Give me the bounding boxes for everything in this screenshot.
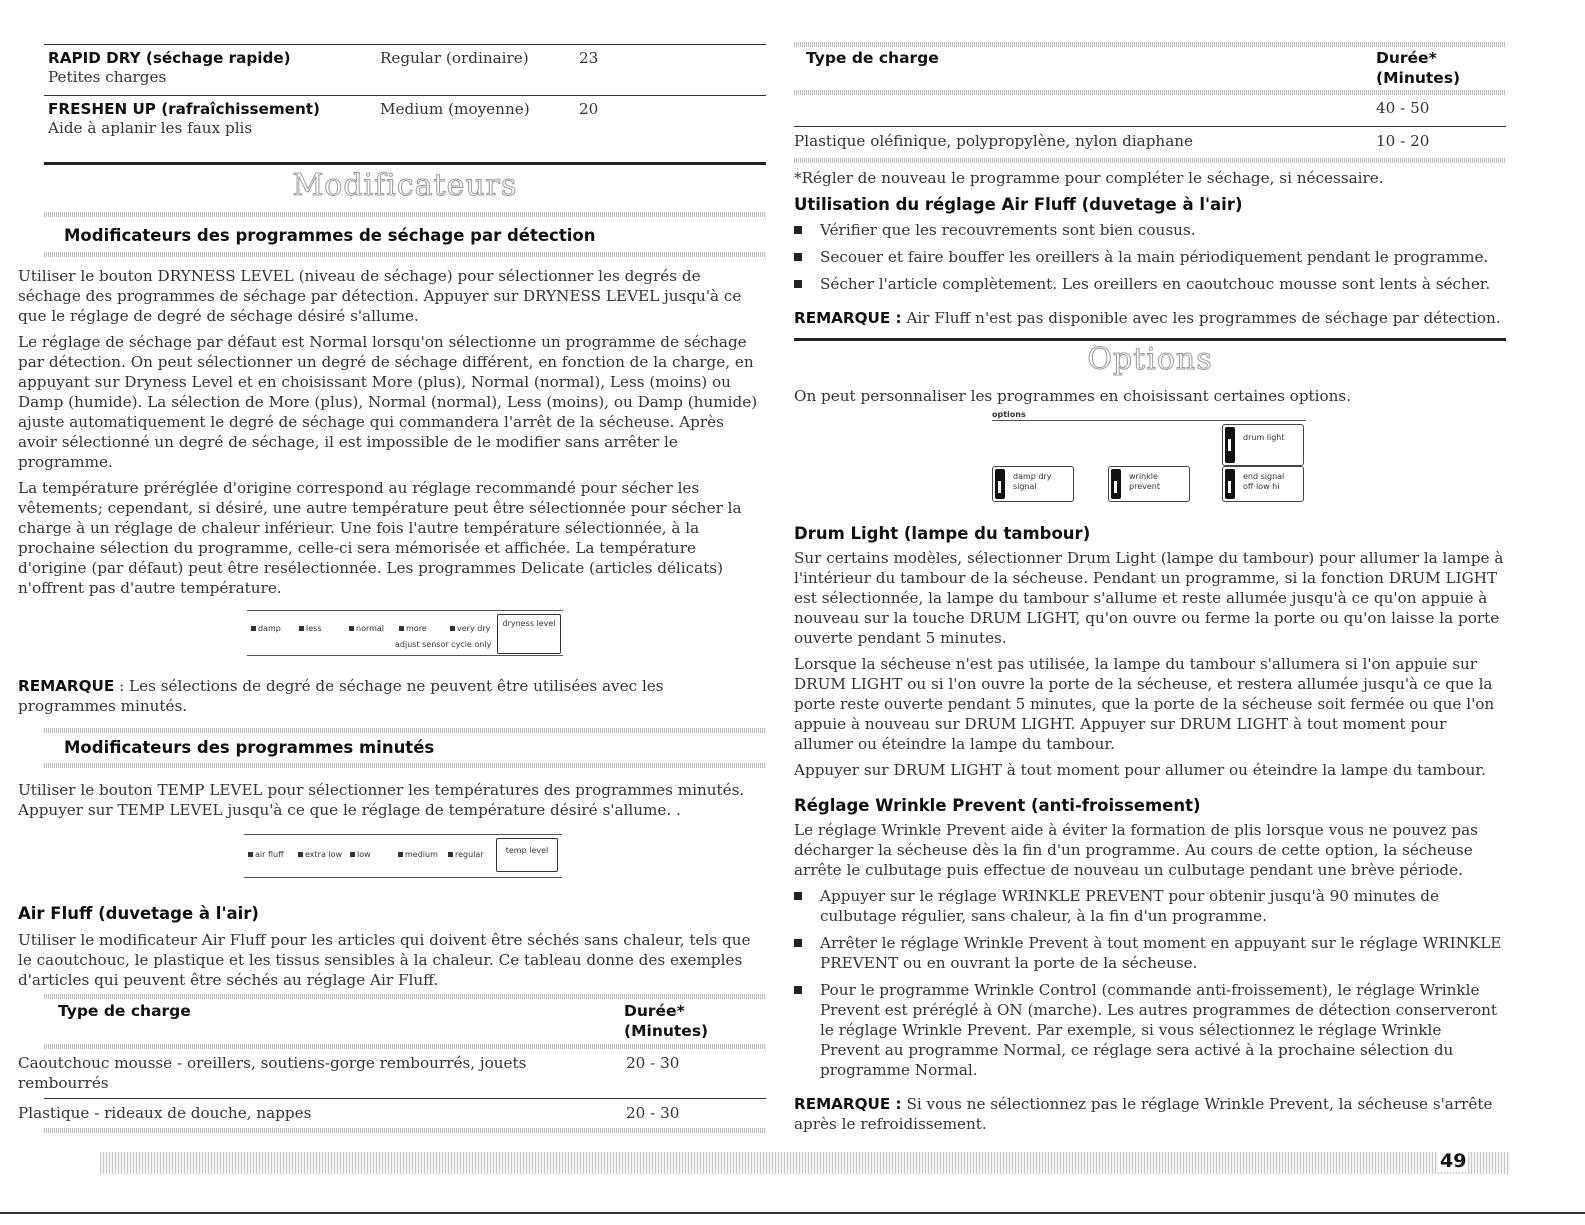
list-item: Pour le programme Wrinkle Control (commande anti-froissement), le réglage Wrinkle Prevent est préréglé à ON (marche). Les autres programmes de détection conserveront le réglage Wrinkle Prevent. Par exemple, si vous sélectionnez le réglage Wrinkle Prevent au programme Normal, ce réglage sera activé à la prochaine sélection du programme Normal. (790, 980, 1506, 1080)
dryness-level-panel (247, 610, 563, 656)
dryness-level-button[interactable]: dryness level (497, 614, 561, 654)
table-row (794, 94, 1506, 126)
damp-dry-signal-button[interactable] (992, 466, 1074, 502)
table-row (44, 44, 766, 95)
dryness-option: normal (356, 624, 385, 633)
column-header: Type de charge (58, 1002, 191, 1020)
list-item: Arrêter le réglage Wrinkle Prevent à tout moment en appuyant sur le réglage WRINKLE PREVENT ou en ouvrant la porte de la sécheuse. (790, 933, 1506, 973)
heading-air-fluff: Air Fluff (duvetage à l'air) (18, 904, 259, 923)
load-type: Caoutchouc mousse - oreillers, soutiens-gorge rembourrés, jouets rembourrés (18, 1054, 527, 1092)
dryness-option: very dry (457, 624, 491, 633)
indicator-light (1111, 469, 1121, 499)
load-time: 20 - 30 (626, 1104, 680, 1122)
indicator-light (1225, 427, 1235, 463)
heading-timed-modifiers: Modificateurs des programmes minutés (64, 738, 435, 757)
end-signal-button[interactable] (1222, 466, 1304, 502)
dotted-divider (44, 763, 766, 768)
bottom-rule (0, 1212, 1585, 1214)
drum-light-button[interactable] (1222, 424, 1304, 466)
button-label: wrinkle prevent (1129, 472, 1160, 491)
dotted-divider (44, 252, 766, 257)
temp-option: regular (455, 850, 484, 859)
cycle-name: FRESHEN UP (rafraîchissement) (48, 100, 320, 118)
note-label: REMARQUE : (794, 1095, 902, 1113)
cycle-time: 23 (579, 49, 599, 67)
wrinkle-bullets (790, 886, 1506, 1087)
column-header: Durée* (1376, 49, 1437, 67)
dryness-option: less (306, 624, 322, 633)
heading-drum-light: Drum Light (lampe du tambour) (794, 524, 1091, 543)
column-header: (Minutes) (1376, 69, 1461, 87)
load-time: 20 - 30 (626, 1054, 680, 1072)
paragraph: La température préréglée d'origine correspond au réglage recommandé pour sécher les vêtements; cependant, si désiré, une autre température peut être sélectionnée pour sécher la charge à un réglage de chaleur inférieur. Une fois l'autre température sélectionnée, à la prochaine sélection du programme, celle-ci sera mémorisée et affichée. La température d'origine (par défaut) peut être resélectionnée. Les programmes Delicate (articles délicats) n'offrent pas d'autre température. (18, 479, 742, 597)
list-item: Vérifier que les recouvrements sont bien cousus. (790, 220, 1506, 240)
button-label: end signal off·low·hi (1243, 472, 1285, 491)
footer-pattern-bar (100, 1152, 1510, 1174)
column-header: Type de charge (806, 49, 939, 67)
paragraph: Le réglage de séchage par défaut est Normal lorsqu'on sélectionne un programme de séchage par détection. On peut sélectionner un degré de séchage différent, en fonction de la charge, en appuyant sur Dryness Level et en choisissant More (plus), Normal (normal), Less (moins) ou Damp (humide). La sélection de More (plus), Normal (normal), Less (moins), ou Damp (humide) ajuste automatiquement le degré de séchage qui commandera l'arrêt de la sécheuse. Après avoir sélectionné un degré de séchage, il est impossible de le modifier sans arrêter le programme. (18, 333, 758, 471)
page-number: 49 (1440, 1150, 1467, 1172)
dotted-divider (44, 212, 766, 217)
note-text: : Les sélections de degré de séchage ne peuvent être utilisées avec les programmes minutés. (18, 677, 664, 715)
section-title-options: Options (1087, 342, 1213, 377)
cycle-description: Petites charges (48, 68, 167, 86)
paragraph: On peut personnaliser les programmes en choisissant certaines options. (794, 387, 1352, 405)
paragraph: Utiliser le bouton TEMP LEVEL pour sélectionner les températures des programmes minutés. Appuyer sur TEMP LEVEL jusqu'à ce que le réglage de température désiré s'allume. . (18, 781, 745, 819)
table-row (18, 1050, 766, 1098)
section-title-modificateurs: Modificateurs (292, 168, 518, 203)
paragraph: Appuyer sur DRUM LIGHT à tout moment pour allumer ou éteindre la lampe du tambour. (794, 761, 1486, 779)
options-panel (992, 410, 1306, 514)
air-fluff-table (18, 1000, 766, 1129)
wrinkle-prevent-button[interactable] (1108, 466, 1190, 502)
cycle-temperature: Regular (ordinaire) (380, 49, 529, 67)
dotted-divider (44, 994, 766, 999)
footnote: *Régler de nouveau le programme pour compléter le séchage, si nécessaire. (794, 169, 1384, 187)
load-type: Plastique oléfinique, polypropylène, nylon diaphane (794, 132, 1194, 150)
note-text: Si vous ne sélectionnez pas le réglage Wrinkle Prevent, la sécheuse s'arrête après le refroidissement. (794, 1095, 1493, 1133)
paragraph: Utiliser le modificateur Air Fluff pour les articles qui doivent être séchés sans chaleur, tels que le caoutchouc, le plastique et les tissus sensibles à la chaleur. Ce tableau donne des exemples d'articles qui peuvent être séchés au réglage Air Fluff. (18, 931, 751, 989)
cycle-time: 20 (579, 100, 599, 118)
heading-air-fluff-use: Utilisation du réglage Air Fluff (duvetage à l'air) (794, 195, 1243, 214)
temp-option: low (357, 850, 371, 859)
dotted-divider (794, 42, 1506, 47)
paragraph: Sur certains modèles, sélectionner Drum Light (lampe du tambour) pour allumer la lampe à l'intérieur du tambour de la sécheuse. Pendant un programme, si la fonction DRUM LIGHT est sélectionnée, la lampe du tambour s'allume et reste allumée jusqu'à ce qu'on appuie à nouveau sur la touche DRUM LIGHT, qu'on ouvre ou ferme la porte ou qu'on laisse la porte ouverte pendant 5 minutes. (794, 549, 1504, 647)
note-text: Air Fluff n'est pas disponible avec les programmes de séchage par détection. (901, 309, 1501, 327)
list-item: Secouer et faire bouffer les oreillers à la main périodiquement pendant le programme. (790, 247, 1506, 267)
indicator-light (1225, 469, 1235, 499)
note (18, 676, 763, 716)
table-row (18, 1098, 766, 1129)
load-time: 40 - 50 (1376, 99, 1430, 117)
button-label: damp dry signal (1013, 472, 1052, 491)
section-rule (794, 338, 1506, 341)
dryness-option: more (406, 624, 427, 633)
temp-level-panel (244, 834, 562, 878)
air-fluff-bullets (790, 220, 1506, 301)
dryness-option: damp (258, 624, 281, 633)
paragraph: Lorsque la sécheuse n'est pas utilisée, la lampe du tambour s'allumera si l'on appuie sur DRUM LIGHT ou si l'on ouvre la porte de la sécheuse, et restera allumée jusqu'à ce que la porte reste ouverte pendant 5 minutes, que la porte de la sécheuse soit fermée ou que l'on appuie à nouveau sur DRUM LIGHT. Appuyer sur DRUM LIGHT à tout moment pour allumer ou éteindre la lampe du tambour. (794, 655, 1495, 753)
button-label: drum light (1243, 433, 1285, 442)
load-time: 10 - 20 (1376, 132, 1430, 150)
column-header: (Minutes) (624, 1022, 709, 1040)
options-panel-label: options (992, 410, 1026, 419)
table-row (794, 126, 1506, 157)
load-type: Plastique - rideaux de douche, nappes (18, 1104, 312, 1122)
panel-caption: adjust sensor cycle only (395, 640, 492, 649)
paragraph: Utiliser le bouton DRYNESS LEVEL (niveau de séchage) pour sélectionner les degrés de séchage des programmes de séchage par détection. Appuyer sur DRYNESS LEVEL jusqu'à ce que le réglage de degré de séchage désiré s'allume. (18, 267, 742, 325)
column-header: Durée* (624, 1002, 685, 1020)
temp-option: medium (405, 850, 438, 859)
note-label: REMARQUE : (794, 309, 902, 327)
temp-level-button[interactable]: temp level (496, 838, 558, 872)
heading-wrinkle-prevent: Réglage Wrinkle Prevent (anti-froissement) (794, 796, 1201, 815)
cycle-temperature: Medium (moyenne) (380, 100, 530, 118)
list-item: Sécher l'article complètement. Les oreillers en caoutchouc mousse sont lents à sécher. (790, 274, 1506, 294)
note (794, 1094, 1506, 1134)
top-cycle-table (44, 44, 766, 165)
indicator-light (995, 469, 1005, 499)
cycle-name: RAPID DRY (séchage rapide) (48, 49, 291, 67)
dotted-divider (44, 728, 766, 733)
table-row (44, 95, 766, 165)
paragraph: Le réglage Wrinkle Prevent aide à éviter la formation de plis lorsque vous ne pouvez pas décharger la sécheuse dès la fin d'un programme. Au cours de cette option, la sécheuse arrête le culbutage puis effectue de nouveau un culbutage pendant une brève période. (794, 821, 1478, 879)
note (794, 308, 1506, 328)
heading-sensor-modifiers: Modificateurs des programmes de séchage par détection (64, 226, 596, 245)
cycle-description: Aide à aplanir les faux plis (48, 119, 253, 137)
temp-option: extra low (305, 850, 343, 859)
note-label: REMARQUE (18, 677, 115, 695)
temp-option: air fluff (255, 850, 284, 859)
right-load-table (794, 48, 1506, 157)
list-item: Appuyer sur le réglage WRINKLE PREVENT pour obtenir jusqu'à 90 minutes de culbutage régulier, sans chaleur, à la fin d'un programme. (790, 886, 1506, 926)
